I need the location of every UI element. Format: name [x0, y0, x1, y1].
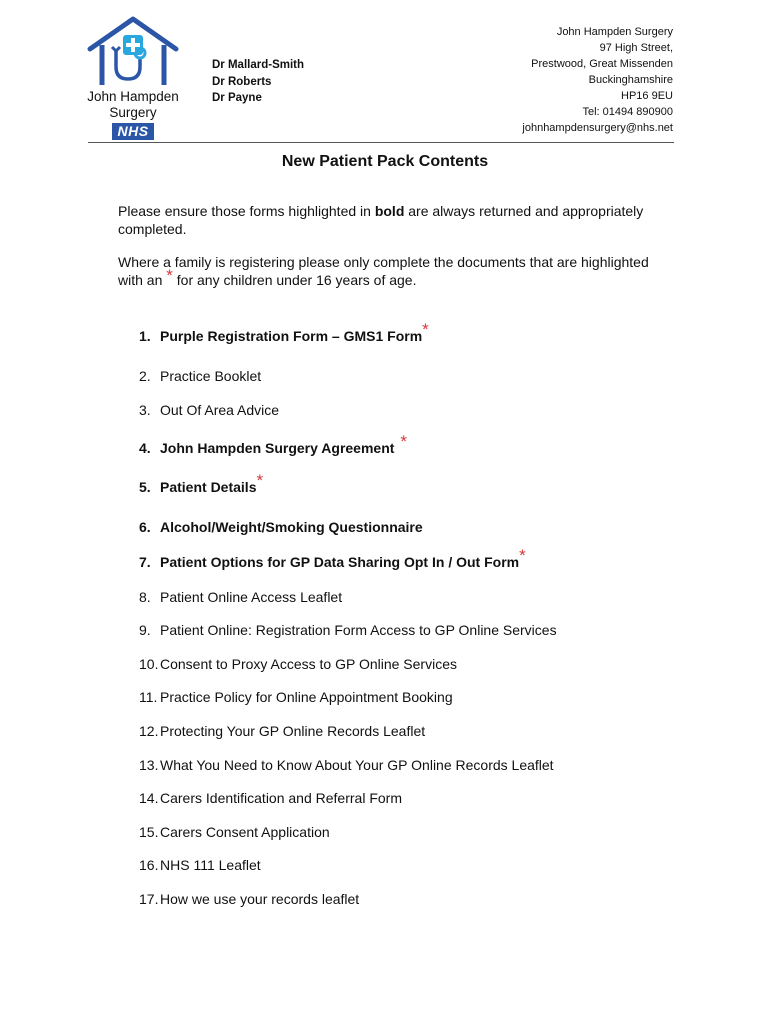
list-item — [139, 621, 557, 639]
header-divider — [88, 142, 674, 143]
list-item — [139, 823, 330, 841]
item-number: 8. — [139, 589, 151, 605]
intro-text — [118, 202, 663, 289]
item-title: Protecting Your GP Online Records Leaflet — [160, 723, 426, 739]
item-title: Patient Details — [160, 479, 257, 495]
item-number: 7. — [139, 554, 151, 570]
item-number: 16. — [139, 857, 159, 873]
nhs-badge: NHS — [112, 123, 154, 140]
house-stethoscope-icon — [82, 15, 184, 95]
item-title: NHS 111 Leaflet — [160, 857, 261, 873]
list-item — [139, 789, 402, 807]
item-title: John Hampden Surgery Agreement — [160, 440, 395, 456]
address-line: 97 High Street, — [599, 42, 673, 54]
list-item — [139, 471, 264, 496]
list-item — [139, 367, 261, 385]
practice-address — [522, 24, 673, 136]
item-number: 15. — [139, 824, 159, 840]
list-item — [139, 890, 359, 908]
item-title: Carers Identification and Referral Form — [160, 790, 402, 806]
list-item — [139, 518, 423, 536]
item-title: Out Of Area Advice — [160, 402, 280, 418]
item-number: 17. — [139, 891, 159, 907]
item-number: 5. — [139, 479, 151, 495]
item-number: 14. — [139, 790, 159, 806]
item-number: 13. — [139, 757, 159, 773]
bold-emphasis: bold — [374, 203, 405, 219]
list-item — [139, 432, 408, 457]
document-title: New Patient Pack Contents — [281, 153, 489, 170]
address-line: Buckinghamshire — [588, 74, 673, 86]
item-title: Purple Registration Form – GMS1 Form — [160, 328, 423, 344]
intro-paragraph-2: Where a family is registering please only complete the documents that are highlighted with an * for any children under 16 years of age. — [118, 254, 649, 288]
list-item — [139, 756, 554, 774]
doctor-name: Dr Mallard-Smith — [212, 59, 305, 71]
list-item — [139, 546, 526, 571]
item-number: 9. — [139, 622, 151, 638]
item-number: 11. — [139, 689, 158, 705]
item-number: 1. — [139, 328, 151, 344]
doctors-list — [212, 57, 304, 107]
list-item — [139, 320, 429, 345]
item-title: Practice Policy for Online Appointment Booking — [160, 689, 453, 705]
logo-practice-name: John Hampden Surgery — [87, 89, 179, 120]
item-number: 3. — [139, 402, 151, 418]
item-title: Practice Booklet — [160, 368, 262, 384]
doctor-name: Dr Payne — [212, 92, 262, 104]
asterisk-marker: * — [166, 266, 173, 285]
list-item — [139, 722, 425, 740]
item-title: How we use your records leaflet — [160, 891, 360, 907]
asterisk-marker: * — [519, 546, 526, 565]
address-line: John Hampden Surgery — [556, 26, 673, 38]
item-number: 2. — [139, 368, 151, 384]
asterisk-marker: * — [400, 432, 408, 451]
email-address: johnhampdensurgery@nhs.net — [522, 122, 673, 134]
list-item — [139, 655, 457, 673]
item-title: Carers Consent Application — [160, 824, 330, 840]
practice-logo — [82, 15, 184, 145]
asterisk-marker: * — [256, 471, 264, 490]
address-line: Prestwood, Great Missenden — [531, 58, 673, 70]
item-number: 6. — [139, 519, 151, 535]
intro-paragraph-1: Please ensure those forms highlighted in bold are always returned and appropriately completed. — [118, 203, 644, 237]
telephone: Tel: 01494 890900 — [582, 106, 673, 118]
item-title: Patient Options for GP Data Sharing Opt In / Out Form — [160, 554, 520, 570]
item-title: Alcohol/Weight/Smoking Questionnaire — [160, 519, 423, 535]
item-number: 12. — [139, 723, 159, 739]
list-item — [139, 401, 279, 419]
item-title: What You Need to Know About Your GP Online Records Leaflet — [160, 757, 554, 773]
list-item — [139, 688, 453, 706]
list-item — [139, 588, 342, 606]
list-item — [139, 856, 261, 874]
item-number: 4. — [139, 440, 151, 456]
address-line: HP16 9EU — [621, 90, 673, 102]
item-number: 10. — [139, 656, 159, 672]
asterisk-marker: * — [422, 320, 429, 339]
item-title: Patient Online: Registration Form Access to GP Online Services — [160, 622, 557, 638]
item-title: Patient Online Access Leaflet — [160, 589, 343, 605]
item-title: Consent to Proxy Access to GP Online Services — [160, 656, 457, 672]
doctor-name: Dr Roberts — [212, 75, 272, 88]
